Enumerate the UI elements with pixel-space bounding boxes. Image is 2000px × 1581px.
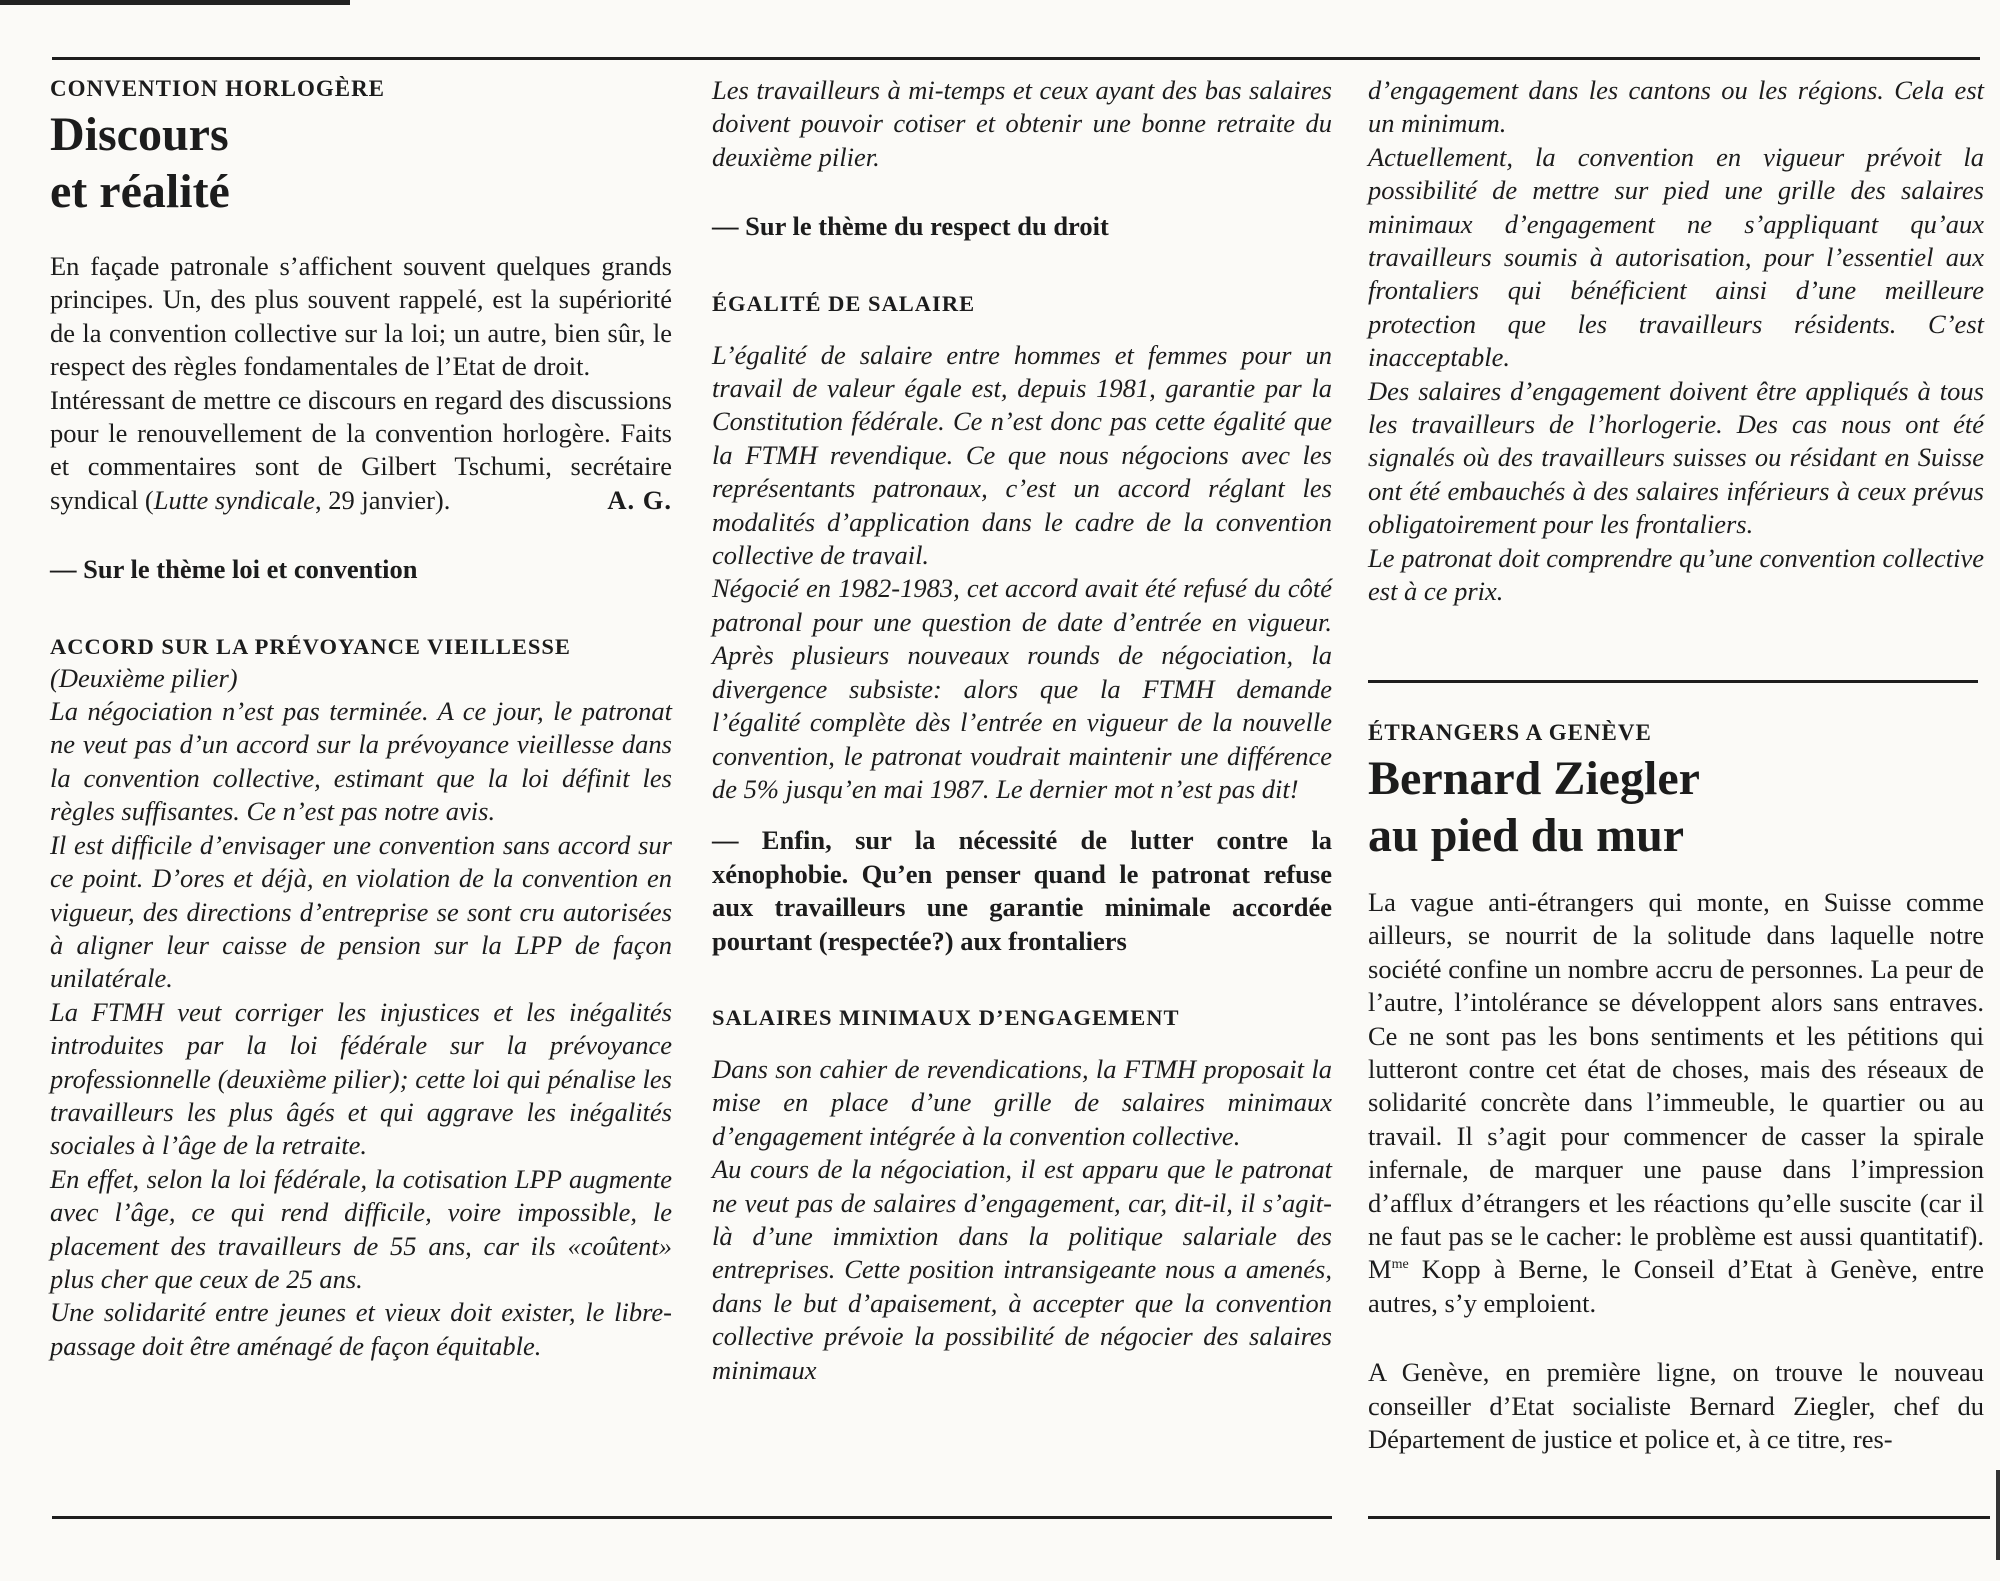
section-heading: ÉGALITÉ DE SALAIRE [712,290,976,316]
body-paragraph: Négocié en 1982-1983, cet accord avait été refusé du côté patronal pour une question de date d’entrée en vigueur. Après plusieurs nouveaux rounds de négociation, la divergence subsiste: alors que la FTMH demande l’égalité complète dès l’entrée en vigueur de la nouvelle convention, le patronat voudrait maintenir une différence de 5% jusqu’en mai 1987. Le dernier mot n’est pas dit! [712,573,1332,804]
body-paragraph: Dans son cahier de revendications, la FTMH proposait la mise en place d’une grille de salaires minimaux d’engagement intégrée à la convention collective. [712,1053,1332,1151]
body-paragraph: Actuellement, la convention en vigueur prévoit la possibilité de mettre sur pied une grille des salaires minimaux d’engagement ne s’appliquant qu’aux travailleurs soumis à autorisation, pour l’essentiel aux frontaliers qui bénéficient ainsi d’une meilleure protection que les travailleurs résidents. C’est inacceptable. [1368,141,1984,373]
body-paragraph: Il est difficile d’envisager une convention sans accord sur ce point. D’ores et déjà, en violation de la convention en vigueur, des directions d’entreprise se sont cru autorisées à aligner leur caisse de pension sur la LPP de façon unilatérale. [50,829,672,994]
theme-heading: — Sur le thème du respect du droit [712,211,1109,242]
bottom-rule-right [1368,1516,1990,1519]
body-paragraph: Une solidarité entre jeunes et vieux doit exister, le libre-passage doit être aménagé de façon équitable. [50,1297,672,1361]
body-paragraph: La négociation n’est pas terminée. A ce jour, le patronat ne veut pas d’un accord sur la prévoyance vieillesse dans la convention collective, estimant que la loi définit les règles suffisantes. Ce n’est pas notre avis. [50,696,672,827]
left-column [50,74,672,1363]
theme-heading: — Enfin, sur la nécessité de lutter contre la xénophobie. Qu’en penser quand le patronat refuse aux travailleurs une garantie minimale accordée pourtant (respectée?) aux frontaliers [712,825,1332,956]
body-paragraph: A Genève, en première ligne, on trouve le nouveau conseiller d’Etat socialiste Bernard Ziegler, chef du Département de justice et police et, à ce titre, res- [1368,1357,1984,1455]
body-paragraph: Les travailleurs à mi-temps et ceux ayant des bas salaires doivent pouvoir cotiser et obtenir une bonne retraite du deuxième pilier. [712,75,1332,172]
top-corner-mark [0,0,350,5]
middle-column [712,74,1332,1387]
body-paragraph: d’engagement dans les cantons ou les régions. Cela est un minimum. [1368,75,1984,139]
body-paragraph: Le patronat doit comprendre qu’une convention collective est à ce prix. [1368,542,1984,607]
intro-paragraph-2: Intéressant de mettre ce discours en regard des discussions pour le renouvellement de la convention horlogère. Faits et commentaires sont de Gilbert Tschumi, secrétaire syndical (Lutte syndicale, 29 janvier). A. G. [50,384,672,518]
right-edge-mark [1996,1470,2000,1560]
article-kicker: ÉTRANGERS A GENÈVE [1368,720,1652,745]
theme-heading: — Sur le thème loi et convention [50,554,418,585]
body-paragraph: La vague anti-étrangers qui monte, en Suisse comme ailleurs, se nourrit de la solitude dans laquelle notre société confine un nombre accru de personnes. La peur de l’autre, l’intolérance se développent alors sans entraves. Ce ne sont pas les bons sentiments et les pétitions qui lutteront contre cet état de choses, mais des réseaux de solidarité concrète dans l’immeuble, le quartier ou au travail. Il s’agit pour commencer de casser la spirale infernale, de marquer une pause dans l’impression d’afflux d’étrangers et les réactions qu’elle suscite (car il ne faut pas se le cacher: le problème est aussi quantitatif). $M^{me}$ Kopp à Berne, le Conseil d’Etat à Genève, entre autres, s’y emploient. [1368,887,1984,1318]
section-heading: ACCORD SUR LA PRÉVOYANCE VIEILLESSE [50,633,571,659]
article-headline: Discours et réalité [50,108,230,218]
section-heading: SALAIRES MINIMAUX D’ENGAGEMENT [712,1004,1180,1030]
article-headline: Bernard Ziegler au pied du mur [1368,752,1700,862]
section-subheading: (Deuxième pilier) [50,662,238,693]
author-signature: A. G. [607,484,672,515]
top-rule [52,57,1980,60]
body-paragraph: Des salaires d’engagement doivent être appliqués à tous les travailleurs de l’horlogerie. Des cas nous ont été signalés où des travailleurs suisses ou résidant en Suisse ont été embauchés à des salaires inférieurs à ceux prévus obligatoirement pour les frontaliers. [1368,375,1984,540]
intro-paragraph: En façade patronale s’affichent souvent quelques grands principes. Un, des plus souvent rappelé, est la supériorité de la convention collective sur la loi; un autre, bien sûr, le respect des règles fondamentales de l’Etat de droit. [50,251,672,382]
body-paragraph: En effet, selon la loi fédérale, la cotisation LPP augmente avec l’âge, ce qui rend difficile, voire impossible, le placement des travailleurs de 55 ans, car ils «coûtent» plus cher que ceux de 25 ans. [50,1163,672,1294]
body-paragraph: L’égalité de salaire entre hommes et femmes pour un travail de valeur égale est, depuis 1981, garantie par la Constitution fédérale. Ce n’est donc pas cette égalité que la FTMH revendique. Ce que nous négocions avec les représentants patronaux, c’est un accord réglant les modalités d’application dans le cadre de la convention collective de travail. [712,339,1332,571]
source-name: Lutte syndicale [153,484,315,515]
right-column [1368,74,1984,609]
bottom-rule-left [52,1516,1332,1519]
article-kicker: CONVENTION HORLOGÈRE [50,76,386,101]
body-paragraph: La FTMH veut corriger les injustices et les inégalités introduites par la loi fédérale sur la prévoyance professionnelle (deuxième pilier); cette loi qui pénalise les travailleurs les plus âgés et qui aggrave les inégalités sociales à l’âge de la retraite. [50,996,672,1161]
article-separator-rule [1368,680,1978,683]
body-paragraph: Au cours de la négociation, il est apparu que le patronat ne veut pas de salaires d’engagement, car, dit-il, il s’agit-là d’une immixtion dans la politique salariale des entreprises. Cette position intransigeante nous a amenés, dans le but d’apaisement, à accepter que la convention collective prévoie la possibilité de négocier des salaires minimaux [712,1154,1332,1385]
second-article [1368,718,1984,1457]
